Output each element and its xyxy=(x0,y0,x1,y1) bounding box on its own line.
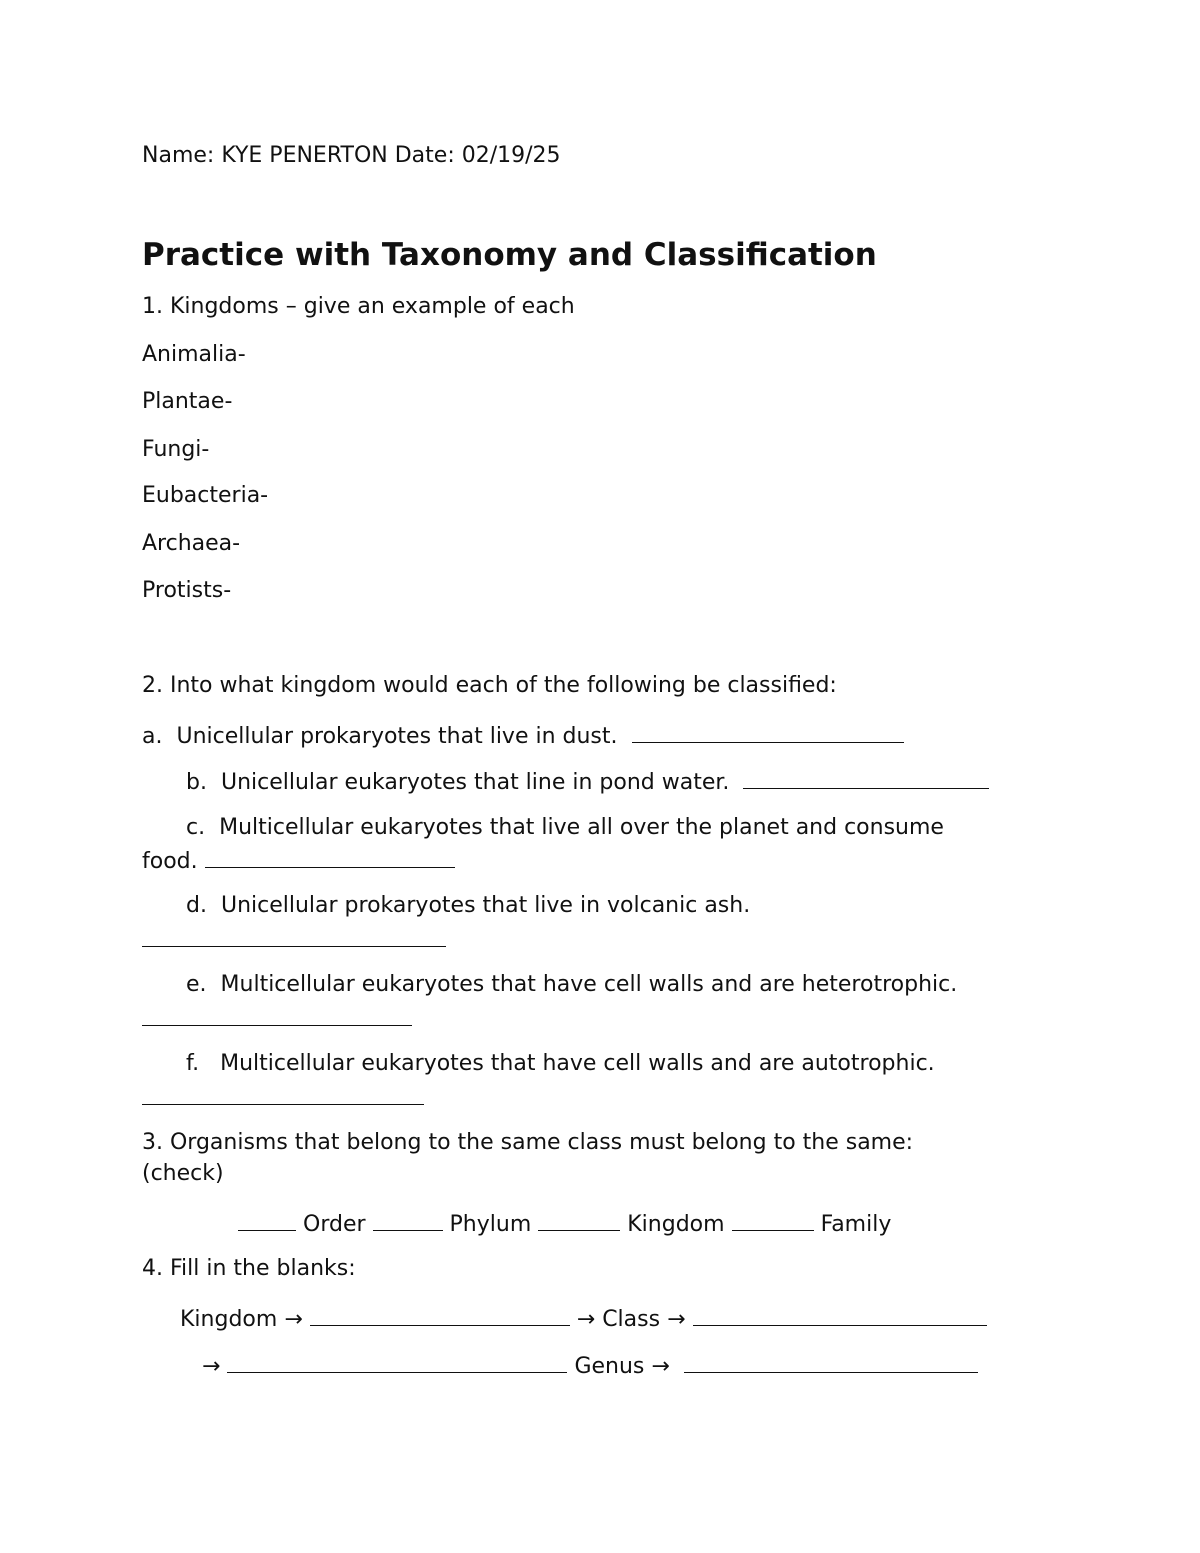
arrow-right-icon: → xyxy=(667,1307,686,1332)
name-label: Name: xyxy=(142,143,215,168)
q2-item-c xyxy=(186,815,944,841)
date-label: Date: xyxy=(394,143,455,168)
q2-item-text: Multicellular eukaryotes that have cell walls and are heterotrophic. xyxy=(220,972,958,997)
q2-item-d-blank-line xyxy=(142,925,446,954)
arrow-right-icon: → xyxy=(651,1354,670,1379)
kingdom-item-fungi: Fungi- xyxy=(142,437,210,462)
arrow-right-icon: → xyxy=(202,1354,221,1379)
kingdom-item-animalia: Animalia- xyxy=(142,342,246,367)
q2-item-text: Multicellular eukaryotes that have cell walls and are autotrophic. xyxy=(220,1051,935,1076)
answer-blank[interactable] xyxy=(743,767,989,789)
q2-item-d xyxy=(186,893,750,919)
q2-item-text: Unicellular prokaryotes that live in dust. xyxy=(176,724,618,749)
arrow-right-icon: → xyxy=(576,1307,596,1332)
date-value: 02/19/25 xyxy=(461,143,561,168)
page-title: Practice with Taxonomy and Classification xyxy=(142,237,877,273)
q3-prompt: 3. Organisms that belong to the same class must belong to the same: xyxy=(142,1130,914,1155)
check-blank[interactable] xyxy=(373,1209,443,1231)
kingdom-item-archaea: Archaea- xyxy=(142,531,241,556)
name-date-line xyxy=(142,143,561,169)
q2-prompt: 2. Into what kingdom would each of the following be classified: xyxy=(142,673,837,698)
kingdom-item-eubacteria: Eubacteria- xyxy=(142,483,269,508)
name-value: KYE PENERTON xyxy=(221,143,388,168)
kingdom-item-plantae: Plantae- xyxy=(142,389,233,414)
check-blank[interactable] xyxy=(732,1209,814,1231)
genus-label: Genus xyxy=(574,1354,645,1379)
kingdom-label: Kingdom xyxy=(180,1307,278,1332)
option-order: Order xyxy=(303,1212,366,1237)
q4-row-1 xyxy=(180,1304,987,1333)
option-phylum: Phylum xyxy=(449,1212,532,1237)
q3-prompt-cont: (check) xyxy=(142,1161,224,1186)
arrow-right-icon: → xyxy=(284,1307,303,1332)
q2-item-f xyxy=(186,1051,935,1077)
q4-row-2 xyxy=(202,1351,978,1380)
q2-item-c-cont xyxy=(142,846,455,875)
answer-blank[interactable] xyxy=(142,1004,412,1026)
q2-item-letter: f. xyxy=(186,1051,200,1076)
q4-prompt: 4. Fill in the blanks: xyxy=(142,1256,356,1281)
fill-blank[interactable] xyxy=(310,1304,570,1326)
q2-item-letter: d. xyxy=(186,893,207,918)
check-blank[interactable] xyxy=(538,1209,620,1231)
class-label: Class xyxy=(602,1307,661,1332)
kingdom-item-protists: Protists- xyxy=(142,578,232,603)
q2-item-b xyxy=(186,767,989,796)
q2-item-text: Unicellular eukaryotes that line in pond water. xyxy=(220,770,730,795)
q3-options xyxy=(238,1209,891,1238)
fill-blank[interactable] xyxy=(693,1304,987,1326)
option-kingdom: Kingdom xyxy=(627,1212,725,1237)
q2-item-e xyxy=(186,972,957,998)
q2-item-e-blank-line xyxy=(142,1004,412,1033)
q2-item-letter: c. xyxy=(186,815,206,840)
q2-item-letter: a. xyxy=(142,724,163,749)
q1-prompt: 1. Kingdoms – give an example of each xyxy=(142,294,575,319)
answer-blank[interactable] xyxy=(142,925,446,947)
answer-blank[interactable] xyxy=(632,721,904,743)
q2-item-text: Unicellular prokaryotes that live in volcanic ash. xyxy=(220,893,751,918)
q2-item-text-cont: food. xyxy=(142,849,198,874)
q2-item-letter: e. xyxy=(186,972,207,997)
fill-blank[interactable] xyxy=(684,1351,978,1373)
q2-item-f-blank-line xyxy=(142,1083,424,1112)
check-blank[interactable] xyxy=(238,1209,296,1231)
q2-item-a xyxy=(142,721,904,750)
answer-blank[interactable] xyxy=(205,846,455,868)
q2-item-letter: b. xyxy=(186,770,207,795)
option-family: Family xyxy=(820,1212,892,1237)
answer-blank[interactable] xyxy=(142,1083,424,1105)
q2-item-text: Multicellular eukaryotes that live all over the planet and consume xyxy=(219,815,944,840)
fill-blank[interactable] xyxy=(227,1351,567,1373)
